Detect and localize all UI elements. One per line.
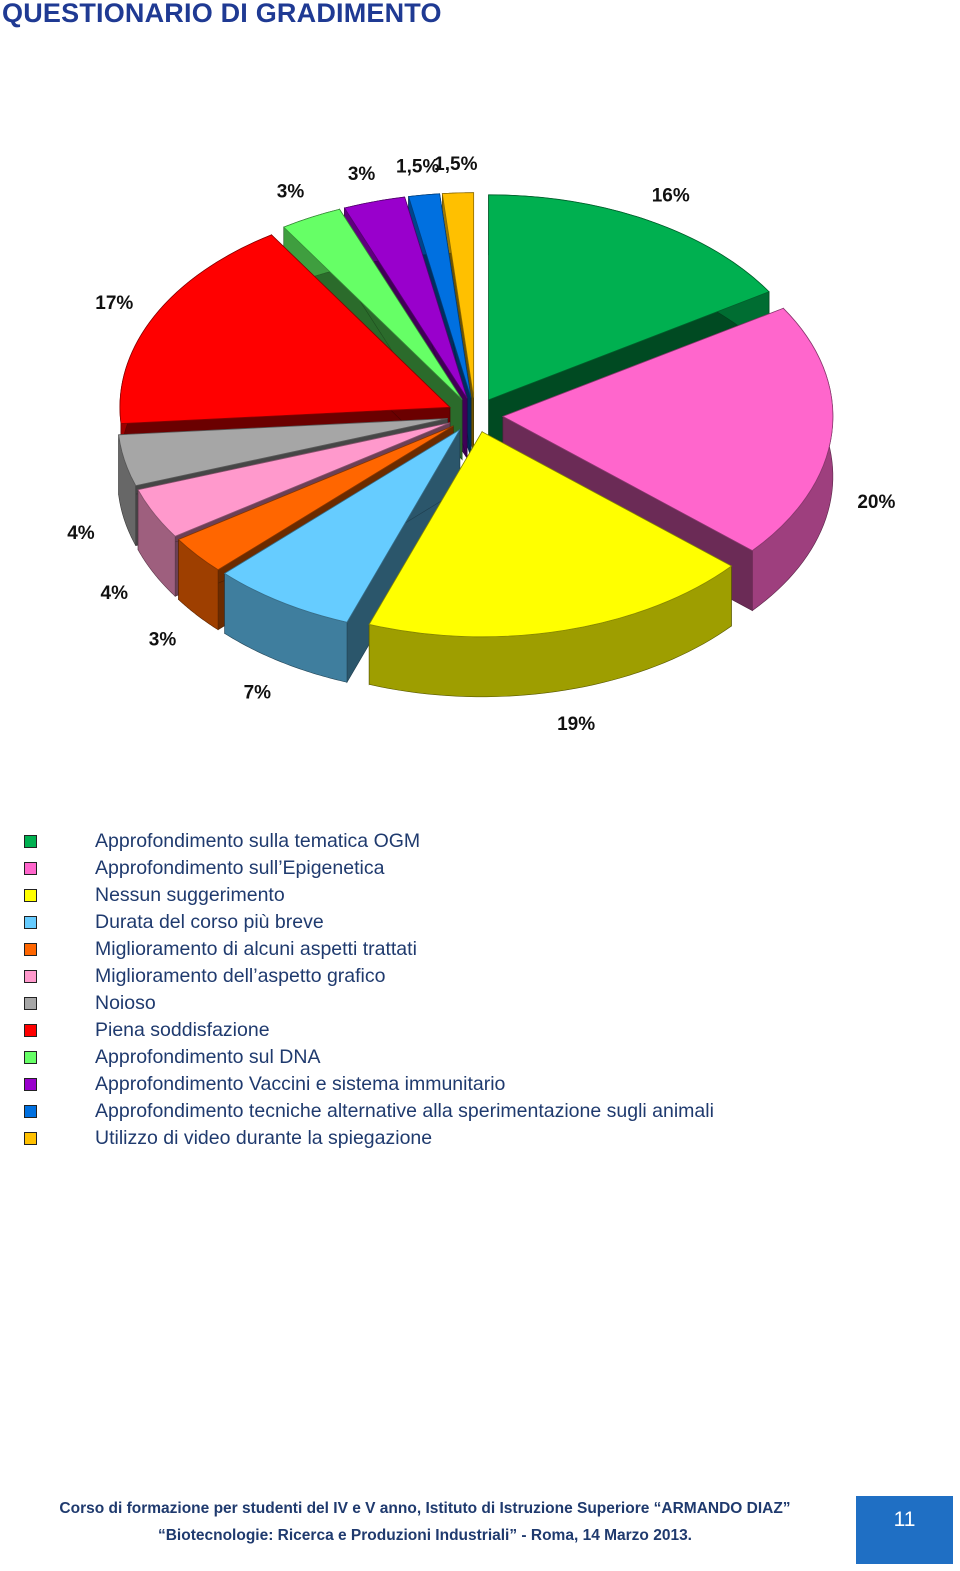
slice-6-value-label: 4% xyxy=(100,583,129,605)
page-title: QUESTIONARIO DI GRADIMENTO xyxy=(2,0,442,28)
page-number: 11 xyxy=(856,1496,953,1564)
slice-11-value-label: 1,5% xyxy=(396,156,440,178)
legend-label: Miglioramento di alcuni aspetti trattati xyxy=(95,938,417,960)
legend-item-1 xyxy=(24,828,714,855)
legend-item-9 xyxy=(24,1044,714,1071)
legend-item-4 xyxy=(24,909,714,936)
legend-label: Approfondimento sul DNA xyxy=(95,1046,321,1068)
legend-item-11 xyxy=(24,1098,714,1125)
legend-label: Approfondimento sull’Epigenetica xyxy=(95,857,385,879)
slice-9-value-label: 3% xyxy=(276,181,305,203)
chart-legend xyxy=(24,828,714,1152)
legend-label: Utilizzo di video durante la spiegazione xyxy=(95,1127,433,1149)
slice-12-value-label: 1,5% xyxy=(434,154,478,176)
legend-item-6 xyxy=(24,963,714,990)
legend-swatch xyxy=(24,1105,37,1118)
slice-8-value-label: 17% xyxy=(95,292,134,314)
legend-item-10 xyxy=(24,1071,714,1098)
legend-label: Piena soddisfazione xyxy=(95,1019,270,1041)
slice-5-value-label: 3% xyxy=(148,629,177,651)
legend-item-12 xyxy=(24,1125,714,1152)
legend-item-8 xyxy=(24,1017,714,1044)
legend-swatch xyxy=(24,970,37,983)
legend-item-5 xyxy=(24,936,714,963)
footer xyxy=(0,1495,850,1549)
slice-10-value-label: 3% xyxy=(347,164,376,186)
legend-label: Approfondimento Vaccini e sistema immunitario xyxy=(95,1073,506,1095)
legend-label: Noioso xyxy=(95,992,156,1014)
legend-swatch xyxy=(24,1132,37,1145)
pie-chart xyxy=(0,150,960,736)
legend-label: Durata del corso più breve xyxy=(95,911,324,933)
slice-3-value-label: 19% xyxy=(557,714,596,736)
legend-item-7 xyxy=(24,990,714,1017)
legend-swatch xyxy=(24,916,37,929)
legend-swatch xyxy=(24,997,37,1010)
legend-swatch xyxy=(24,862,37,875)
slice-2-value-label: 20% xyxy=(857,491,896,513)
slice-7-value-label: 4% xyxy=(67,523,95,545)
legend-label: Nessun suggerimento xyxy=(95,884,285,906)
legend-label: Approfondimento sulla tematica OGM xyxy=(95,830,421,852)
legend-label: Miglioramento dell’aspetto grafico xyxy=(95,965,386,987)
footer-line-2: “Biotecnologie: Ricerca e Produzioni Industriali” - Roma, 14 Marzo 2013. xyxy=(157,1527,692,1544)
legend-item-3 xyxy=(24,882,714,909)
legend-swatch xyxy=(24,943,37,956)
legend-swatch xyxy=(24,835,37,848)
legend-item-2 xyxy=(24,855,714,882)
legend-label: Approfondimento tecniche alternative alla sperimentazione sugli animali xyxy=(95,1100,714,1122)
legend-swatch xyxy=(24,1078,37,1091)
slice-4-value-label: 7% xyxy=(243,682,272,704)
legend-swatch xyxy=(24,1051,37,1064)
footer-line-1: Corso di formazione per studenti del IV e V anno, Istituto di Istruzione Superiore “ARMANDO DIAZ” xyxy=(59,1500,791,1517)
slice-1-value-label: 16% xyxy=(651,185,690,207)
legend-swatch xyxy=(24,1024,37,1037)
legend-swatch xyxy=(24,889,37,902)
